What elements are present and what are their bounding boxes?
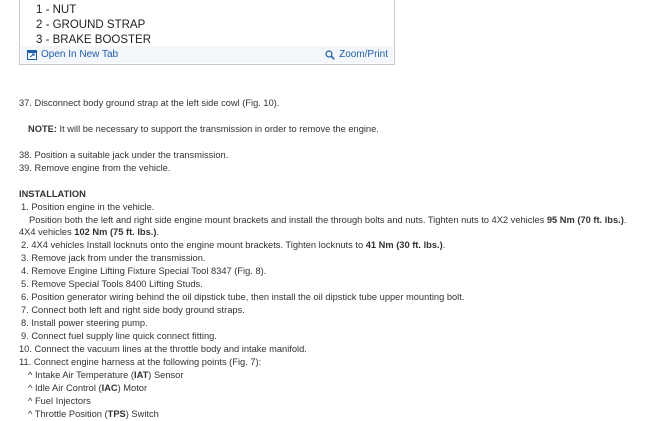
step-9: 9. Connect fuel supply line quick connect fitting. (21, 331, 217, 342)
legend-item: 1 - NUT (36, 4, 77, 16)
figure-legend (36, 3, 151, 48)
open-in-new-tab-link[interactable] (27, 49, 118, 60)
installation-heading: INSTALLATION (19, 188, 86, 199)
note-label: NOTE: (28, 123, 57, 134)
list-item: ^ Throttle Position (TPS) Switch (28, 408, 159, 419)
magnifier-icon (325, 50, 335, 60)
figure-box (19, 0, 395, 65)
zoom-print-label: Zoom/Print (339, 49, 388, 60)
open-in-new-tab-label: Open In New Tab (41, 49, 119, 60)
zoom-print-link[interactable] (325, 49, 388, 60)
step-39: 39. Remove engine from the vehicle. (19, 162, 171, 173)
step-4: 4. Remove Engine Lifting Fixture Special Tool 8347 (Fig. 8). (21, 266, 267, 277)
step-2: 2. 4X4 vehicles Install locknuts onto the engine mount brackets. Tighten locknuts to 41 Nm (30 ft. lbs.). (21, 240, 446, 251)
step-3: 3. Remove jack from under the transmission. (21, 253, 206, 264)
note-text: It will be necessary to support the transmission in order to remove the engine. (56, 123, 379, 134)
step-37: 37. Disconnect body ground strap at the left side cowl (Fig. 10). (19, 98, 280, 108)
step-5: 5. Remove Special Tools 8400 Lifting Studs. (21, 279, 203, 290)
procedure-text (19, 97, 645, 421)
step-1-detail: Position both the left and right side engine mount brackets and install the through bolts and nuts. Tighten nuts to 4X2 vehicles 95 Nm (70 ft. lbs.). 4X4 vehicles 102 Nm (75 ft. lbs.). (19, 214, 627, 238)
new-tab-icon (27, 50, 37, 60)
figure-toolbar (21, 46, 393, 63)
step-38: 38. Position a suitable jack under the transmission. (19, 149, 229, 160)
step-7: 7. Connect both left and right side body ground straps. (21, 305, 245, 316)
step-1: 1. Position engine in the vehicle. (21, 201, 155, 212)
note (19, 123, 645, 136)
list-item: ^ Fuel Injectors (28, 395, 91, 406)
step-8: 8. Install power steering pump. (21, 318, 148, 329)
step-11: 11. Connect engine harness at the following points (Fig. 7): (19, 357, 262, 368)
legend-item: 3 - BRAKE BOOSTER (36, 34, 152, 46)
legend-item: 2 - GROUND STRAP (36, 19, 146, 31)
list-item: ^ Idle Air Control (IAC) Motor (28, 382, 148, 393)
step-6: 6. Position generator wiring behind the oil dipstick tube, then install the oil dipstick tube upper mounting bolt. (21, 292, 465, 303)
step-10: 10. Connect the vacuum lines at the throttle body and intake manifold. (19, 344, 307, 355)
list-item: ^ Intake Air Temperature (IAT) Sensor (28, 369, 184, 380)
